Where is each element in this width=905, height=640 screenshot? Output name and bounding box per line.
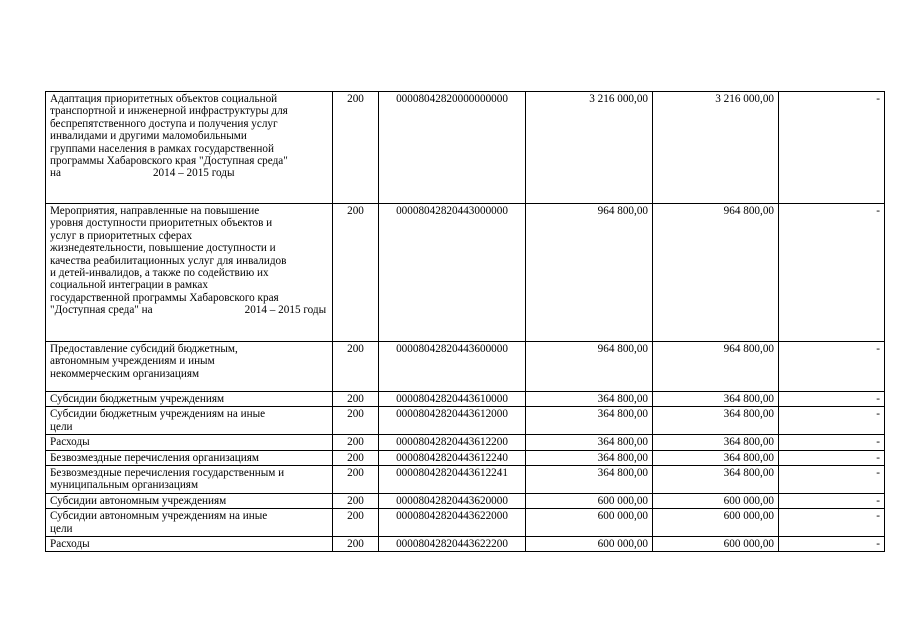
row-value1-cell: 364 800,00 bbox=[526, 435, 653, 450]
row-value3-cell: - bbox=[779, 407, 885, 435]
row-name-cell bbox=[46, 204, 333, 342]
row-value1-cell: 600 000,00 bbox=[526, 509, 653, 537]
row-value1-cell: 964 800,00 bbox=[526, 204, 653, 342]
row-value3-cell: - bbox=[779, 204, 885, 342]
row-code-cell: 200 bbox=[333, 392, 379, 407]
name-line: транспортной и инженерной инфраструктуры для bbox=[50, 105, 288, 118]
row-code-cell: 200 bbox=[333, 435, 379, 450]
row-code-cell: 200 bbox=[333, 204, 379, 342]
row-code-cell: 200 bbox=[333, 342, 379, 392]
row-name-cell bbox=[46, 466, 333, 494]
name-line: Предоставление субсидий бюджетным, bbox=[50, 343, 238, 355]
row-code-cell: 200 bbox=[333, 466, 379, 494]
row-code-cell: 200 bbox=[333, 407, 379, 435]
name-line: автономным учреждениям и иным bbox=[50, 355, 215, 368]
name-line: услуг в приоритетных сферах bbox=[50, 229, 193, 242]
row-kbk-cell: 00008042820443612240 bbox=[379, 450, 526, 465]
table-row bbox=[46, 466, 885, 494]
name-line: Безвозмездные перечисления организациям bbox=[50, 451, 259, 464]
name-line: государственной программы Хабаровского края bbox=[50, 291, 279, 304]
name-line: цели bbox=[50, 522, 73, 535]
row-name-cell bbox=[46, 92, 333, 204]
row-code-cell: 200 bbox=[333, 450, 379, 465]
row-value3-cell: - bbox=[779, 466, 885, 494]
row-name-cell bbox=[46, 450, 333, 465]
row-value2-cell: 600 000,00 bbox=[653, 537, 779, 552]
table-row bbox=[46, 509, 885, 537]
row-value1-cell: 964 800,00 bbox=[526, 342, 653, 392]
row-value1-cell: 3 216 000,00 bbox=[526, 92, 653, 204]
row-name-cell bbox=[46, 342, 333, 392]
row-kbk-cell: 00008042820443622000 bbox=[379, 509, 526, 537]
row-value3-cell: - bbox=[779, 392, 885, 407]
name-line: 2014 – 2015 годы bbox=[244, 304, 327, 317]
name-line: Расходы bbox=[50, 538, 90, 551]
name-line: социальной интеграции в рамках bbox=[50, 279, 208, 292]
table-row bbox=[46, 450, 885, 465]
row-value2-cell: 3 216 000,00 bbox=[653, 92, 779, 204]
row-kbk-cell: 00008042820443612000 bbox=[379, 407, 526, 435]
row-name-cell bbox=[46, 407, 333, 435]
row-value1-cell: 600 000,00 bbox=[526, 537, 653, 552]
name-line: "Доступная среда" на bbox=[50, 304, 153, 317]
name-line: программы Хабаровского края "Доступная среда" bbox=[50, 155, 288, 168]
row-code-cell: 200 bbox=[333, 92, 379, 204]
name-line: Субсидии автономным учреждениям bbox=[50, 494, 227, 507]
row-value1-cell: 364 800,00 bbox=[526, 407, 653, 435]
row-name-cell bbox=[46, 435, 333, 450]
table-row bbox=[46, 407, 885, 435]
name-line: Субсидии бюджетным учреждениям на иные bbox=[50, 408, 266, 421]
name-line: группами населения в рамках государственной bbox=[50, 142, 274, 155]
table-row bbox=[46, 537, 885, 552]
row-kbk-cell: 00008042820443600000 bbox=[379, 342, 526, 392]
name-line: некоммерческим организациям bbox=[50, 367, 200, 380]
name-line: цели bbox=[50, 420, 73, 433]
name-line: Адаптация приоритетных объектов социальной bbox=[50, 93, 278, 105]
budget-table bbox=[45, 91, 885, 552]
row-value2-cell: 364 800,00 bbox=[653, 392, 779, 407]
name-line: Субсидии бюджетным учреждениям bbox=[50, 393, 225, 405]
row-kbk-cell: 00008042820443612241 bbox=[379, 466, 526, 494]
name-line: инвалидами и другими маломобильными bbox=[50, 130, 247, 143]
row-value1-cell: 364 800,00 bbox=[526, 466, 653, 494]
row-code-cell: 200 bbox=[333, 509, 379, 537]
row-value2-cell: 364 800,00 bbox=[653, 435, 779, 450]
name-line: муниципальным организациям bbox=[50, 479, 199, 492]
row-value2-cell: 964 800,00 bbox=[653, 342, 779, 392]
row-value2-cell: 600 000,00 bbox=[653, 493, 779, 508]
row-kbk-cell: 00008042820443000000 bbox=[379, 204, 526, 342]
row-name-cell bbox=[46, 493, 333, 508]
row-name-cell bbox=[46, 392, 333, 407]
row-value3-cell: - bbox=[779, 493, 885, 508]
name-line: на bbox=[50, 167, 61, 180]
row-kbk-cell: 00008042820443622200 bbox=[379, 537, 526, 552]
table-row bbox=[46, 92, 885, 204]
name-line: беспрепятственного доступа и получения услуг bbox=[50, 117, 278, 130]
row-value2-cell: 600 000,00 bbox=[653, 509, 779, 537]
row-value3-cell: - bbox=[779, 537, 885, 552]
table-row bbox=[46, 204, 885, 342]
table-row bbox=[46, 493, 885, 508]
name-line: и детей-инвалидов, а также по содействию их bbox=[50, 267, 269, 280]
name-line: жизнедеятельности, повышение доступности и bbox=[50, 242, 276, 255]
row-value1-cell: 600 000,00 bbox=[526, 493, 653, 508]
name-line: Безвозмездные перечисления государственным и bbox=[50, 467, 285, 480]
table-row bbox=[46, 342, 885, 392]
row-value2-cell: 364 800,00 bbox=[653, 407, 779, 435]
row-value2-cell: 364 800,00 bbox=[653, 466, 779, 494]
row-value3-cell: - bbox=[779, 509, 885, 537]
row-kbk-cell: 00008042820000000000 bbox=[379, 92, 526, 204]
row-value1-cell: 364 800,00 bbox=[526, 392, 653, 407]
row-value3-cell: - bbox=[779, 92, 885, 204]
row-value3-cell: - bbox=[779, 450, 885, 465]
row-value2-cell: 364 800,00 bbox=[653, 450, 779, 465]
row-name-cell bbox=[46, 509, 333, 537]
name-line: 2014 – 2015 годы bbox=[152, 167, 235, 180]
row-kbk-cell: 00008042820443620000 bbox=[379, 493, 526, 508]
row-kbk-cell: 00008042820443612200 bbox=[379, 435, 526, 450]
name-line: Субсидии автономным учреждениям на иные bbox=[50, 510, 268, 523]
row-value2-cell: 964 800,00 bbox=[653, 204, 779, 342]
row-kbk-cell: 00008042820443610000 bbox=[379, 392, 526, 407]
row-value1-cell: 364 800,00 bbox=[526, 450, 653, 465]
name-line: Мероприятия, направленные на повышение bbox=[50, 205, 260, 217]
row-value3-cell: - bbox=[779, 342, 885, 392]
name-line: Расходы bbox=[50, 436, 90, 449]
row-code-cell: 200 bbox=[333, 493, 379, 508]
row-value3-cell: - bbox=[779, 435, 885, 450]
table-row bbox=[46, 435, 885, 450]
row-name-cell bbox=[46, 537, 333, 552]
row-code-cell: 200 bbox=[333, 537, 379, 552]
name-line: качества реабилитационных услуг для инвалидов bbox=[50, 254, 287, 267]
table-row bbox=[46, 392, 885, 407]
name-line: уровня доступности приоритетных объектов и bbox=[50, 217, 273, 230]
